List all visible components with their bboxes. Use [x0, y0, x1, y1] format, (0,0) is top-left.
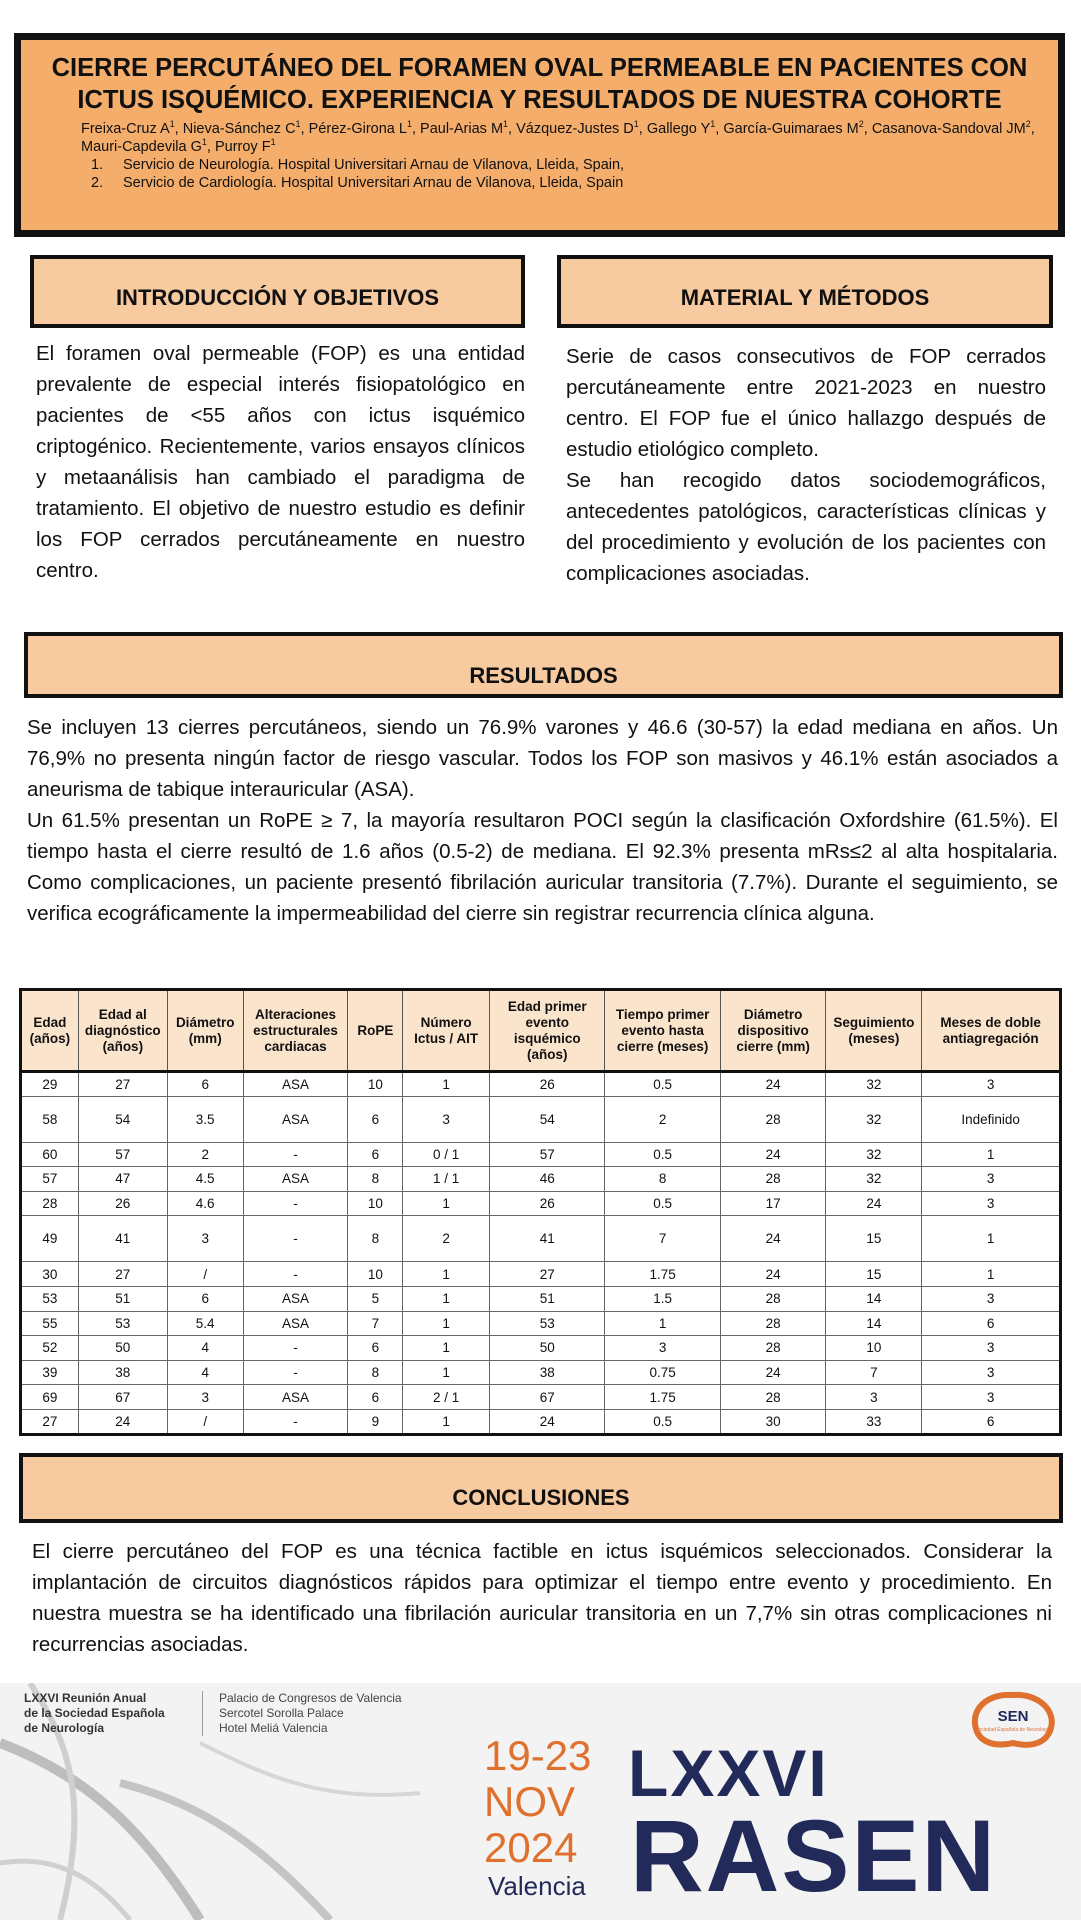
- table-cell: 6: [348, 1142, 403, 1167]
- table-cell: 54: [78, 1096, 167, 1142]
- author: Casanova-Sandoval $JM^2$: [871, 119, 1031, 137]
- column-header: Edad al diagnóstico (años): [78, 990, 167, 1072]
- table-cell: 41: [78, 1216, 167, 1262]
- table-row: [21, 1096, 1061, 1142]
- table-row: [21, 1191, 1061, 1216]
- table-cell: 38: [489, 1360, 605, 1385]
- table-cell: 5.4: [167, 1311, 243, 1336]
- table-cell: 6: [167, 1072, 243, 1097]
- logo-text: SEN: [997, 1708, 1029, 1725]
- table-cell: 8: [348, 1216, 403, 1262]
- table-cell: 26: [78, 1191, 167, 1216]
- table-cell: 2 / 1: [403, 1385, 490, 1410]
- column-header: Seguimiento (meses): [826, 990, 922, 1072]
- table-row: [21, 1409, 1061, 1434]
- table-cell: 24: [720, 1360, 826, 1385]
- author-affiliation: 1: [201, 137, 207, 148]
- table-cell: 67: [78, 1385, 167, 1410]
- table-cell: 1: [403, 1360, 490, 1385]
- table-row: [21, 1142, 1061, 1167]
- table-cell: 3: [167, 1385, 243, 1410]
- table-cell: 24: [720, 1262, 826, 1287]
- table-cell: 8: [348, 1360, 403, 1385]
- organizer-line: LXXVI Reunión Anual: [24, 1691, 147, 1705]
- table-cell: 7: [348, 1311, 403, 1336]
- author: Mauri-Capdevila $G^1$: [81, 137, 207, 155]
- table-cell: /: [167, 1262, 243, 1287]
- table-cell: 15: [826, 1262, 922, 1287]
- author: García-Guimaraes $M^2$: [723, 119, 864, 137]
- column-header: Tiempo primer evento hasta cierre (meses): [605, 990, 720, 1072]
- table-cell: 38: [78, 1360, 167, 1385]
- table-cell: 15: [826, 1216, 922, 1262]
- table-cell: 3: [167, 1216, 243, 1262]
- date-line: NOV: [484, 1778, 576, 1825]
- table-cell: 28: [720, 1096, 826, 1142]
- table-cell: 26: [489, 1191, 605, 1216]
- table-cell: 7: [826, 1360, 922, 1385]
- table-cell: 32: [826, 1096, 922, 1142]
- table-cell: 41: [489, 1216, 605, 1262]
- table-cell: 3.5: [167, 1096, 243, 1142]
- organizer-line: de la Sociedad Española: [24, 1706, 165, 1720]
- poster-header: [14, 33, 1065, 237]
- table-cell: 1.75: [605, 1262, 720, 1287]
- table-cell: 3: [922, 1167, 1061, 1192]
- methods-heading: MATERIAL Y MÉTODOS: [557, 255, 1053, 328]
- results-text-2: Un 61.5% presentan un RoPE ≥ 7, la mayoría resultaron POCI según la clasificación Oxfordshire (61.5%). El tiempo hasta el cierre resultó de 1.6 años (0.5-2) de mediana. El 92.3% presenta mRs≤2 al alta hospitalaria. Como complicaciones, un paciente presentó fibrilación auricular transitoria (7.7%). Durante el seguimiento, se verifica ecográficamente la impermeabilidad del cierre sin registrar recurrencia clínica alguna.: [27, 809, 1058, 925]
- table-cell: 10: [348, 1191, 403, 1216]
- table-cell: 4.5: [167, 1167, 243, 1192]
- table-cell: 2: [403, 1216, 490, 1262]
- affiliation-text: Servicio de Neurología. Hospital Universitari Arnau de Vilanova, Lleida, Spain,: [123, 157, 625, 173]
- author: Gallego $Y^1$: [646, 119, 716, 137]
- table-cell: 32: [826, 1167, 922, 1192]
- column-header: Diámetro dispositivo cierre (mm): [720, 990, 826, 1072]
- author: Purroy $F^1$: [214, 137, 276, 155]
- table-cell: 27: [489, 1262, 605, 1287]
- table-cell: 28: [720, 1286, 826, 1311]
- affiliation-number: 2.: [91, 175, 104, 191]
- sen-logo: [966, 1689, 1060, 1751]
- author: Vázquez-Justes $D^1$: [516, 119, 639, 137]
- table-cell: -: [243, 1191, 348, 1216]
- table-cell: 1: [403, 1336, 490, 1361]
- table-cell: 57: [78, 1142, 167, 1167]
- table-cell: 10: [826, 1336, 922, 1361]
- table-cell: 67: [489, 1385, 605, 1410]
- table-cell: 60: [21, 1142, 79, 1167]
- table-row: [21, 1072, 1061, 1097]
- table-cell: -: [243, 1409, 348, 1434]
- column-header: Alteraciones estructurales cardiacas: [243, 990, 348, 1072]
- table-cell: 27: [21, 1409, 79, 1434]
- table-cell: 24: [489, 1409, 605, 1434]
- author-affiliation: 1: [270, 137, 276, 148]
- affiliation-2: [21, 174, 1058, 192]
- table-cell: 24: [720, 1216, 826, 1262]
- table-cell: 32: [826, 1072, 922, 1097]
- author-affiliation: 1: [295, 119, 301, 130]
- table-cell: 4.6: [167, 1191, 243, 1216]
- table-cell: 47: [78, 1167, 167, 1192]
- table-cell: 6: [348, 1385, 403, 1410]
- column-header: Diámetro (mm): [167, 990, 243, 1072]
- table-cell: 57: [489, 1142, 605, 1167]
- table-cell: -: [243, 1262, 348, 1287]
- table-cell: 24: [720, 1072, 826, 1097]
- table-row: [21, 1336, 1061, 1361]
- table-cell: 28: [720, 1385, 826, 1410]
- table-cell: 26: [489, 1072, 605, 1097]
- affiliation-text: Servicio de Cardiología. Hospital Universitari Arnau de Vilanova, Lleida, Spain: [123, 175, 624, 191]
- table-row: [21, 1286, 1061, 1311]
- results-heading: RESULTADOS: [24, 632, 1063, 698]
- table-cell: 6: [167, 1286, 243, 1311]
- table-cell: 27: [78, 1072, 167, 1097]
- table-cell: 1.5: [605, 1286, 720, 1311]
- table-cell: 3: [922, 1336, 1061, 1361]
- author-affiliation: 1: [406, 119, 412, 130]
- table-cell: 8: [348, 1167, 403, 1192]
- table-cell: 3: [922, 1286, 1061, 1311]
- table-cell: 6: [922, 1311, 1061, 1336]
- table-cell: 10: [348, 1262, 403, 1287]
- table-cell: 51: [78, 1286, 167, 1311]
- table-cell: 2: [167, 1142, 243, 1167]
- table-cell: 3: [922, 1191, 1061, 1216]
- table-header-row: [21, 990, 1061, 1072]
- author-affiliation: 1: [710, 119, 716, 130]
- venue-list: [202, 1691, 402, 1736]
- table-cell: 28: [720, 1167, 826, 1192]
- table-cell: 1: [403, 1072, 490, 1097]
- table-cell: 6: [348, 1336, 403, 1361]
- table-cell: 14: [826, 1311, 922, 1336]
- column-header: RoPE: [348, 990, 403, 1072]
- table-cell: 53: [78, 1311, 167, 1336]
- table-row: [21, 1311, 1061, 1336]
- organizer-name: [24, 1691, 165, 1736]
- table-cell: ASA: [243, 1072, 348, 1097]
- table-cell: 1 / 1: [403, 1167, 490, 1192]
- table-cell: 0.5: [605, 1191, 720, 1216]
- author-affiliation: 2: [858, 119, 864, 130]
- table-cell: 1: [403, 1191, 490, 1216]
- table-cell: 0 / 1: [403, 1142, 490, 1167]
- table-cell: 46: [489, 1167, 605, 1192]
- column-header: Número Ictus / AIT: [403, 990, 490, 1072]
- methods-text-2: Se han recogido datos sociodemográficos, antecedentes patológicos, características clínicas y del procedimiento y evolución de los pacientes con complicaciones asociadas.: [566, 469, 1046, 585]
- table-cell: -: [243, 1336, 348, 1361]
- event-name: RASEN: [630, 1799, 998, 1913]
- table-row: [21, 1262, 1061, 1287]
- table-row: [21, 1216, 1061, 1262]
- table-cell: 58: [21, 1096, 79, 1142]
- methods-text-1: Serie de casos consecutivos de FOP cerrados percutáneamente entre 2021-2023 en nuestro centro. El FOP fue el único hallazgo después de estudio etiológico completo.: [566, 345, 1046, 461]
- table-cell: /: [167, 1409, 243, 1434]
- table-cell: 33: [826, 1409, 922, 1434]
- venue-line: Sercotel Sorolla Palace: [219, 1706, 344, 1720]
- table-cell: 10: [348, 1072, 403, 1097]
- table-cell: 1: [403, 1311, 490, 1336]
- table-cell: 53: [21, 1286, 79, 1311]
- table-cell: 24: [826, 1191, 922, 1216]
- table-cell: 0.5: [605, 1409, 720, 1434]
- table-cell: 1: [922, 1216, 1061, 1262]
- table-cell: 39: [21, 1360, 79, 1385]
- table-cell: 17: [720, 1191, 826, 1216]
- date-line: 19-23: [484, 1732, 592, 1779]
- table-cell: 4: [167, 1360, 243, 1385]
- intro-text: El foramen oval permeable (FOP) es una entidad prevalente de especial interés fisiopatológico en pacientes de <55 años con ictus isquémico criptogénico. Recientemente, varios ensayos clínicos y metaanálisis han cambiado el paradigma de tratamiento. El objetivo de nuestro estudio es definir los FOP cerrados percutáneamente en nuestro centro.: [36, 342, 525, 582]
- table-cell: 3: [922, 1072, 1061, 1097]
- author: Nieva-Sánchez $C^1$: [182, 119, 301, 137]
- author-affiliation: 1: [503, 119, 509, 130]
- table-cell: 7: [605, 1216, 720, 1262]
- table-cell: 1: [605, 1311, 720, 1336]
- table-cell: 24: [78, 1409, 167, 1434]
- table-cell: 30: [21, 1262, 79, 1287]
- column-header: Meses de doble antiagregación: [922, 990, 1061, 1072]
- table-row: [21, 1167, 1061, 1192]
- table-cell: 1: [403, 1262, 490, 1287]
- table-cell: 28: [720, 1336, 826, 1361]
- table-cell: 6: [922, 1409, 1061, 1434]
- table-cell: 1: [922, 1262, 1061, 1287]
- table-cell: 27: [78, 1262, 167, 1287]
- table-cell: ASA: [243, 1311, 348, 1336]
- organizer-line: de Neurología: [24, 1721, 105, 1735]
- author-affiliation: 2: [1025, 119, 1031, 130]
- table-cell: 3: [403, 1096, 490, 1142]
- column-header: Edad (años): [21, 990, 79, 1072]
- table-cell: 1.75: [605, 1385, 720, 1410]
- affiliation-number: 1.: [91, 157, 104, 173]
- table-cell: -: [243, 1360, 348, 1385]
- table-cell: 52: [21, 1336, 79, 1361]
- table-cell: 5: [348, 1286, 403, 1311]
- table-cell: 49: [21, 1216, 79, 1262]
- table-cell: 3: [922, 1360, 1061, 1385]
- table-cell: 69: [21, 1385, 79, 1410]
- logo-subtext: Sociedad Española de Neurología: [975, 1727, 1051, 1733]
- table-cell: -: [243, 1142, 348, 1167]
- table-cell: 51: [489, 1286, 605, 1311]
- table-row: [21, 1385, 1061, 1410]
- table-cell: 3: [826, 1385, 922, 1410]
- table-cell: 24: [720, 1142, 826, 1167]
- table-cell: 0.5: [605, 1142, 720, 1167]
- table-cell: 1: [922, 1142, 1061, 1167]
- table-cell: 9: [348, 1409, 403, 1434]
- table-cell: ASA: [243, 1385, 348, 1410]
- table-cell: 1: [403, 1409, 490, 1434]
- table-cell: 28: [21, 1191, 79, 1216]
- poster-title: CIERRE PERCUTÁNEO DEL FORAMEN OVAL PERMEABLE EN PACIENTES CON ICTUS ISQUÉMICO. EXPERIENCIA Y RESULTADOS DE NUESTRA COHORTE: [51, 54, 1028, 114]
- table-row: [21, 1360, 1061, 1385]
- author-affiliation: 1: [633, 119, 639, 130]
- author: Pérez-Girona $L^1$: [308, 119, 412, 137]
- author-list: Freixa-Cruz $A^1$, Nieva-Sánchez $C^1$, Pérez-Girona $L^1$, Paul-Arias $M^1$, Vázquez-Justes $D^1$, Gallego $Y^1$, García-Guimaraes $M^2$, Casanova-Sandoval $JM^2$, Mauri-Capdevila $G^1$, Purroy $F^1$: [81, 119, 1035, 155]
- conclusions-heading: CONCLUSIONES: [19, 1453, 1063, 1523]
- venue-line: Hotel Meliá Valencia: [219, 1721, 328, 1735]
- author: Freixa-Cruz $A^1$: [81, 119, 175, 137]
- event-city: Valencia: [488, 1871, 586, 1901]
- table-cell: 3: [922, 1385, 1061, 1410]
- affiliation-1: [21, 156, 1058, 174]
- table-cell: 0.75: [605, 1360, 720, 1385]
- venue-line: Palacio de Congresos de Valencia: [219, 1691, 402, 1705]
- author-affiliation: 1: [169, 119, 175, 130]
- table-cell: 8: [605, 1167, 720, 1192]
- table-cell: 29: [21, 1072, 79, 1097]
- table-cell: ASA: [243, 1096, 348, 1142]
- event-edition: LXXVI: [628, 1736, 829, 1810]
- table-cell: ASA: [243, 1167, 348, 1192]
- table-cell: 6: [348, 1096, 403, 1142]
- table-cell: 28: [720, 1311, 826, 1336]
- results-text-1: Se incluyen 13 cierres percutáneos, siendo un 76.9% varones y 46.6 (30-57) la edad mediana en años. Un 76,9% no presenta ningún factor de riesgo vascular. Todos los FOP son masivos y 46.1% están asociados a aneurisma de tabique interauricular (ASA).: [27, 716, 1058, 801]
- table-cell: -: [243, 1216, 348, 1262]
- table-cell: 2: [605, 1096, 720, 1142]
- table-cell: 54: [489, 1096, 605, 1142]
- table-cell: 55: [21, 1311, 79, 1336]
- table-cell: 14: [826, 1286, 922, 1311]
- event-dates: [484, 1733, 591, 1871]
- table-cell: 32: [826, 1142, 922, 1167]
- table-cell: 53: [489, 1311, 605, 1336]
- table-cell: 50: [78, 1336, 167, 1361]
- table-cell: 3: [605, 1336, 720, 1361]
- author: Paul-Arias $M^1$: [420, 119, 509, 137]
- table-cell: 50: [489, 1336, 605, 1361]
- intro-heading: INTRODUCCIÓN Y OBJETIVOS: [30, 255, 525, 328]
- table-cell: 4: [167, 1336, 243, 1361]
- conclusions-text: El cierre percutáneo del FOP es una técnica factible en ictus isquémicos seleccionados. Considerar la implantación de circuitos diagnósticos rápidos para optimizar el tiempo entre evento y procedimiento. En nuestra muestra se ha identificado una fibrilación auricular transitoria en un 7,7% sin otras complicaciones ni recurrencias asociadas.: [32, 1540, 1052, 1656]
- table-cell: Indefinido: [922, 1096, 1061, 1142]
- table-cell: 57: [21, 1167, 79, 1192]
- column-header: Edad primer evento isquémico (años): [489, 990, 605, 1072]
- table-cell: 0.5: [605, 1072, 720, 1097]
- table-cell: 30: [720, 1409, 826, 1434]
- table-cell: ASA: [243, 1286, 348, 1311]
- table-cell: 1: [403, 1286, 490, 1311]
- date-line: 2024: [484, 1824, 578, 1871]
- results-table: [19, 988, 1062, 1436]
- conference-banner: [0, 1683, 1081, 1920]
